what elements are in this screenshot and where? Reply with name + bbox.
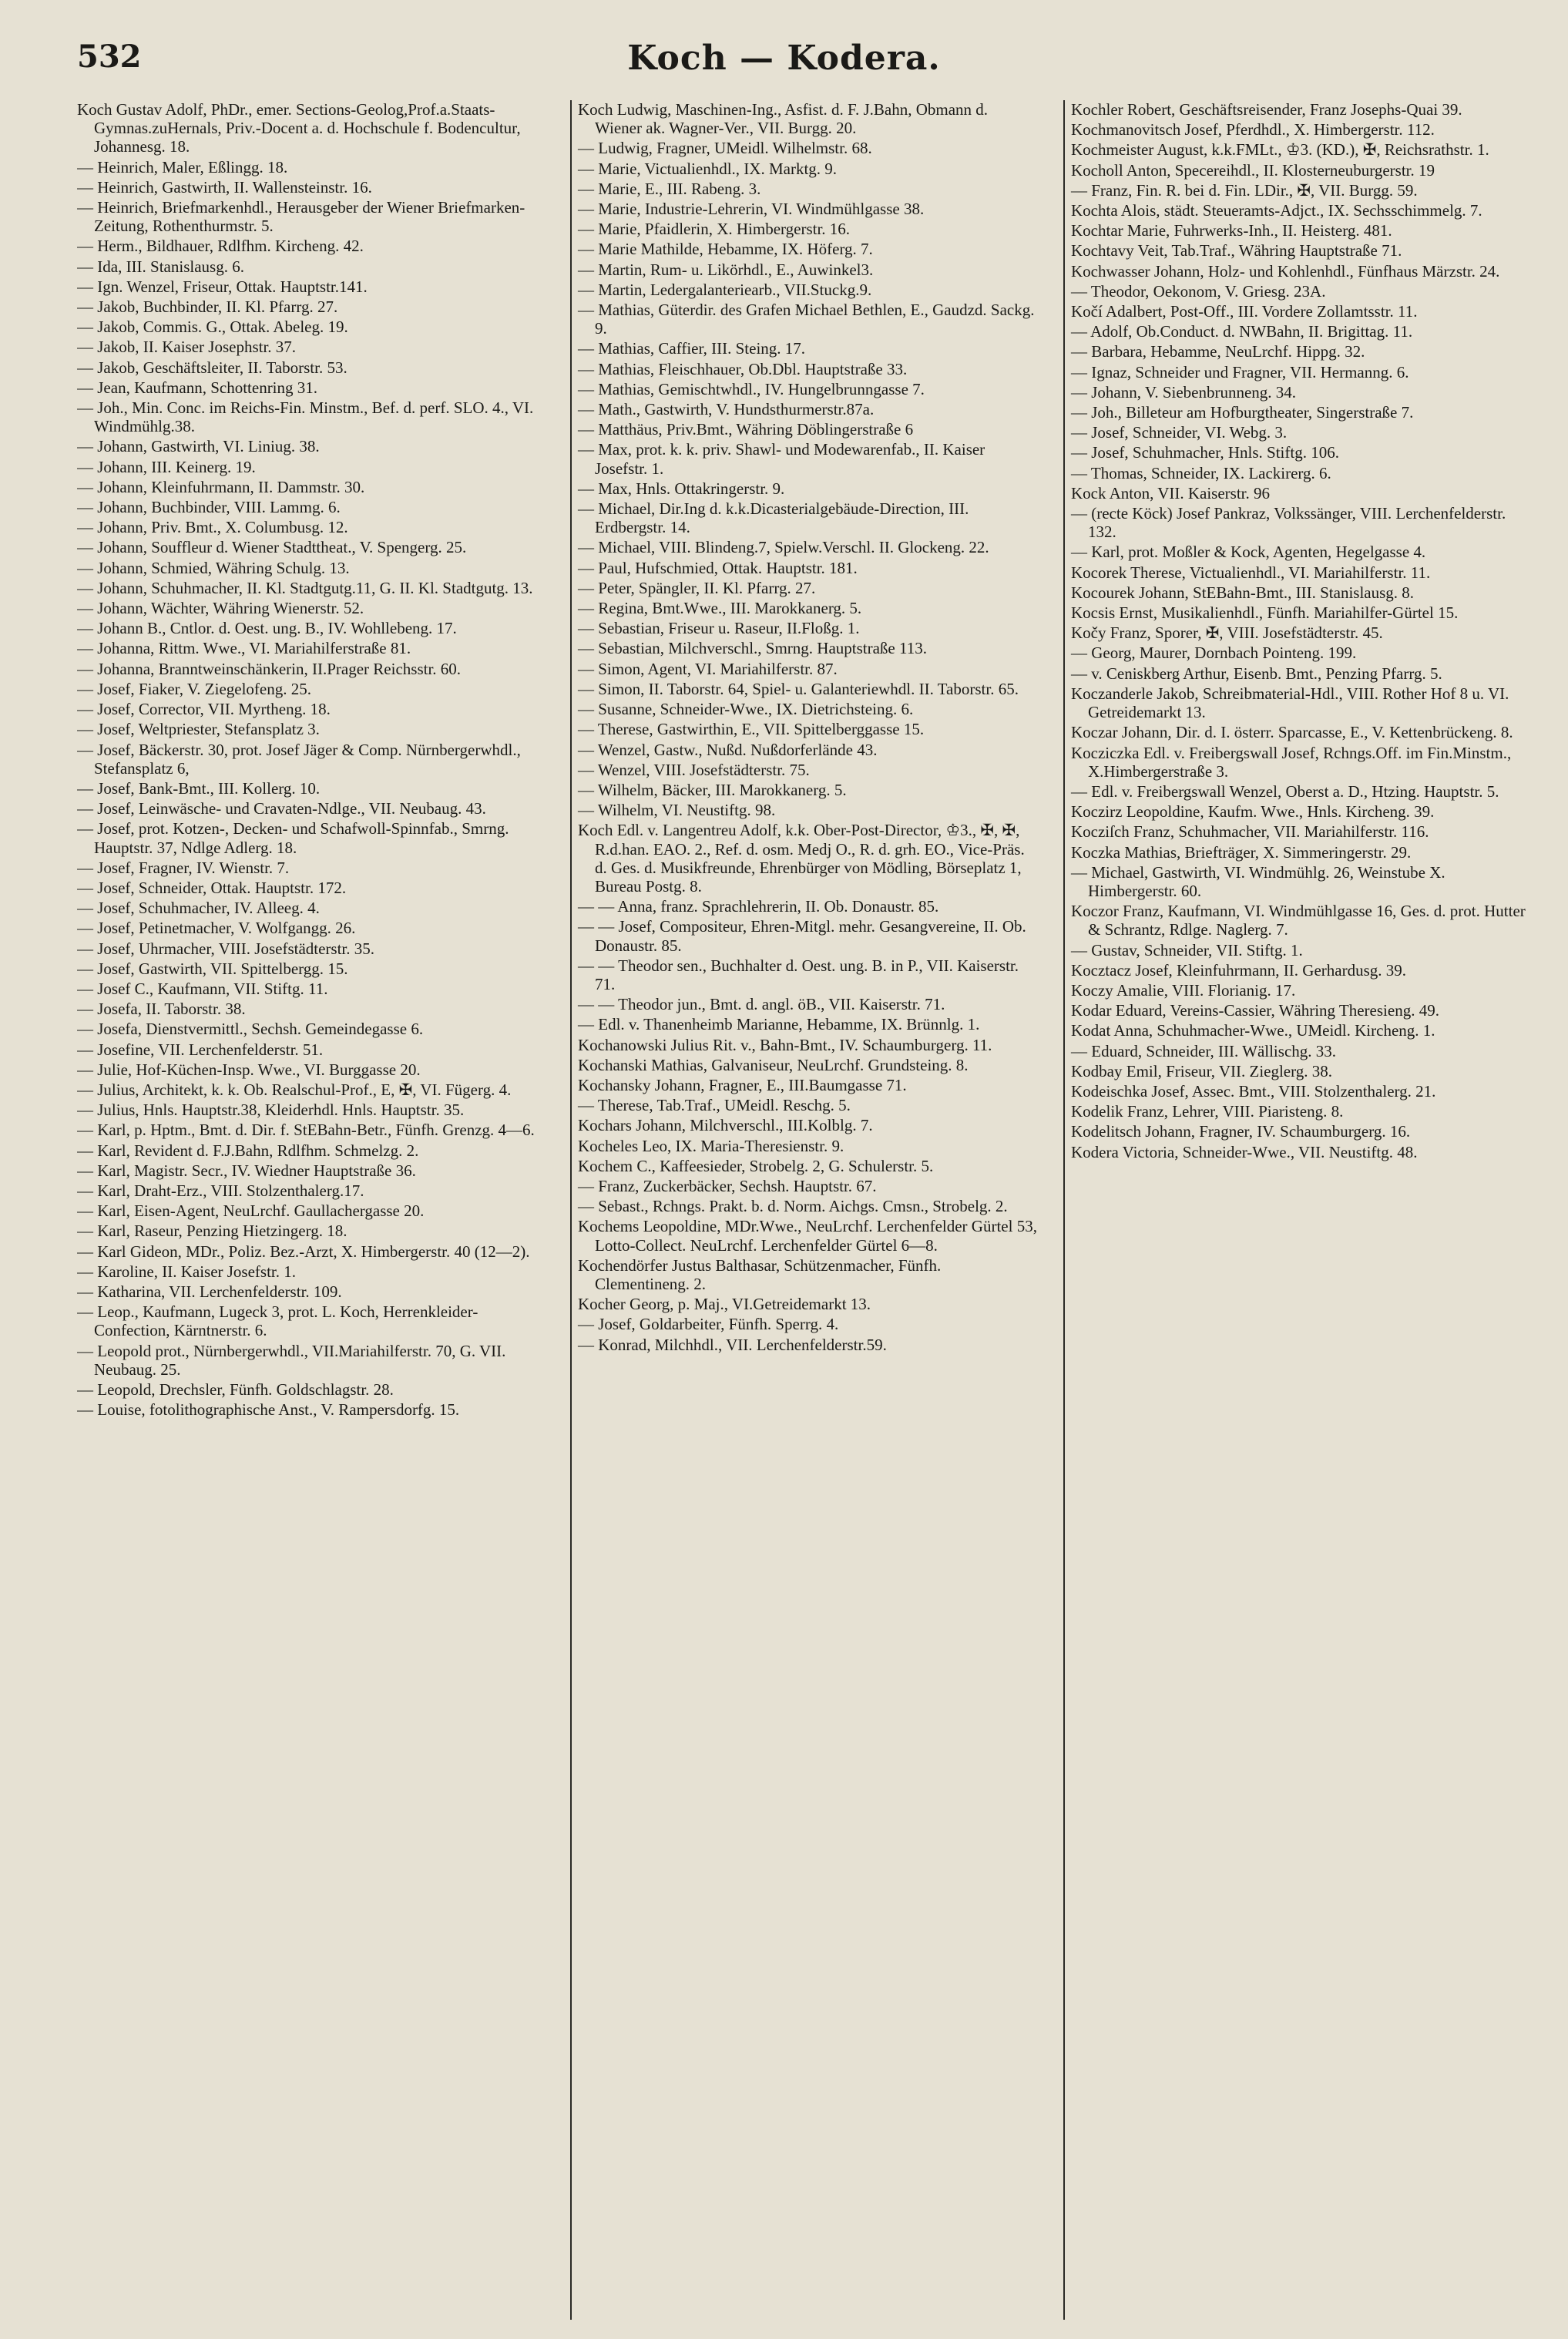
directory-entry: — Johann, Schmied, Währing Schulg. 13. bbox=[77, 558, 350, 577]
directory-entry: — (recte Köck) Josef Pankraz, Volkssänger, VIII. Lerchenfelderstr. 132. bbox=[1071, 504, 1506, 542]
directory-entry: Kodera Victoria, Schneider-Wwe., VII. Neustiftg. 48. bbox=[1071, 1142, 1418, 1161]
directory-entry: — Paul, Hufschmied, Ottak. Hauptstr. 181. bbox=[578, 558, 858, 577]
directory-entry: Kodelitsch Johann, Fragner, IV. Schaumburgerg. 16. bbox=[1071, 1122, 1411, 1141]
directory-entry: — Josef, Fiaker, V. Ziegelofeng. 25. bbox=[77, 679, 311, 698]
directory-entry: — Josef, Petinetmacher, V. Wolfgangg. 26. bbox=[77, 919, 356, 938]
directory-entry: — Josef, Weltpriester, Stefansplatz 3. bbox=[77, 720, 320, 739]
directory-entry: Kochtavy Veit, Tab.Traf., Währing Hauptstraße 71. bbox=[1071, 241, 1402, 260]
directory-entry: Kodelik Franz, Lehrer, VIII. Piaristeng. 8. bbox=[1071, 1102, 1344, 1121]
directory-entry: — Marie Mathilde, Hebamme, IX. Höferg. 7. bbox=[578, 240, 873, 259]
directory-entry: — Heinrich, Briefmarkenhdl., Herausgeber der Wiener Briefmarken-Zeitung, Rothenthurmstr. 5. bbox=[77, 198, 525, 236]
directory-entry: — Peter, Spängler, II. Kl. Pfarrg. 27. bbox=[578, 578, 816, 597]
directory-entry: — Marie, E., III. Rabeng. 3. bbox=[578, 179, 761, 198]
directory-entry: — Josefine, VII. Lerchenfelderstr. 51. bbox=[77, 1040, 324, 1059]
directory-entry: Koczor Franz, Kaufmann, VI. Windmühlgasse 16, Ges. d. prot. Hutter & Schrantz, Rdlge. Naglerg. 7. bbox=[1071, 902, 1526, 939]
directory-entry: — Karl, Magistr. Secr., IV. Wiedner Hauptstraße 36. bbox=[77, 1161, 416, 1180]
directory-entry: — Matthäus, Priv.Bmt., Währing Döblingerstraße 6 bbox=[578, 420, 914, 439]
directory-entry: — Jakob, Buchbinder, II. Kl. Pfarrg. 27. bbox=[77, 297, 338, 317]
directory-entry: — Jakob, II. Kaiser Josephstr. 37. bbox=[77, 338, 297, 357]
directory-entry: — Georg, Maurer, Dornbach Pointeng. 199. bbox=[1071, 644, 1357, 663]
directory-entry: — Sebast., Rchngs. Prakt. b. d. Norm. Aichgs. Cmsn., Strobelg. 2. bbox=[578, 1197, 1008, 1216]
directory-entry: — Karl, Draht-Erz., VIII. Stolzenthalerg.17. bbox=[77, 1181, 364, 1200]
directory-entry: — Eduard, Schneider, III. Wällischg. 33. bbox=[1071, 1041, 1337, 1060]
directory-entry: — Wenzel, VIII. Josefstädterstr. 75. bbox=[578, 760, 810, 779]
directory-entry: Kochansky Johann, Fragner, E., III.Baumgasse 71. bbox=[578, 1075, 907, 1094]
page-number: 532 bbox=[77, 39, 142, 75]
directory-entry: — Sebastian, Milchverschl., Smrng. Hauptstraße 113. bbox=[578, 639, 927, 658]
directory-entry: Kochanowski Julius Rit. v., Bahn-Bmt., IV. Schaumburgerg. 11. bbox=[578, 1035, 992, 1054]
directory-entry: — Wilhelm, Bäcker, III. Marokkanerg. 5. bbox=[578, 780, 847, 799]
directory-entry: — Johann, Buchbinder, VIII. Lammg. 6. bbox=[77, 498, 341, 517]
directory-entry: — Theodor, Oekonom, V. Griesg. 23A. bbox=[1071, 281, 1326, 301]
directory-entry: — Edl. v. Freibergswall Wenzel, Oberst a. D., Htzing. Hauptstr. 5. bbox=[1071, 781, 1499, 801]
directory-entry: — Josef, Leinwäsche- und Cravaten-Ndlge., VII. Neubaug. 43. bbox=[77, 799, 486, 818]
directory-entry: — Johann, Kleinfuhrmann, II. Dammstr. 30. bbox=[77, 477, 365, 496]
directory-entry: — Josefa, Dienstvermittl., Sechsh. Gemeindegasse 6. bbox=[77, 1020, 424, 1039]
directory-entry: — — Josef, Compositeur, Ehren-Mitgl. mehr. Gesangvereine, II. Ob. Donaustr. 85. bbox=[578, 917, 1026, 955]
directory-entry: — Edl. v. Thanenheimb Marianne, Hebamme, IX. Brünnlg. 1. bbox=[578, 1015, 980, 1034]
directory-entry: Kochanski Mathias, Galvaniseur, NeuLrchf. Grundsteing. 8. bbox=[578, 1055, 969, 1074]
directory-entry: Koczka Mathias, Briefträger, X. Simmeringerstr. 29. bbox=[1071, 842, 1412, 862]
directory-entry: Kocheles Leo, IX. Maria-Theresienstr. 9. bbox=[578, 1136, 844, 1155]
directory-entry: — Johanna, Rittm. Wwe., VI. Mariahilferstraße 81. bbox=[77, 639, 411, 658]
directory-entry: — Simon, II. Taborstr. 64, Spiel- u. Galanteriewhdl. II. Taborstr. 65. bbox=[578, 679, 1019, 698]
directory-entry: — Mathias, Gemischtwhdl., IV. Hungelbrunngasse 7. bbox=[578, 379, 925, 398]
directory-entry: — Johann, Schuhmacher, II. Kl. Stadtgutg.11, G. II. Kl. Stadtgutg. 13. bbox=[77, 578, 533, 597]
directory-entry: — Johann, V. Siebenbrunneng. 34. bbox=[1071, 382, 1297, 402]
directory-entry: — Karoline, II. Kaiser Josefstr. 1. bbox=[77, 1262, 297, 1281]
directory-entry: Koczy Amalie, VIII. Florianig. 17. bbox=[1071, 980, 1296, 1000]
directory-entry: — Johann, III. Keinerg. 19. bbox=[77, 457, 256, 476]
directory-entry: — Therese, Tab.Traf., UMeidl. Reschg. 5. bbox=[578, 1096, 851, 1115]
directory-entry: — Joh., Billeteur am Hofburgtheater, Singerstraße 7. bbox=[1071, 403, 1414, 422]
directory-entry: Koch Edl. v. Langentreu Adolf, k.k. Ober-Post-Director, ♔3., ✠, ✠, R.d.han. EAO. 2., Ref. d. osm. Medj O., R. d. grh. EO., Vice-Präs. d. Ges. d. Musikfreunde, Ehrenbürger von Mödling, Börseplatz 1, Bureau Postg. 8. bbox=[578, 821, 1025, 896]
directory-entry: — Josefa, II. Taborstr. 38. bbox=[77, 1000, 246, 1019]
directory-entry: — Josef, Schneider, VI. Webg. 3. bbox=[1071, 423, 1288, 442]
directory-entry: — Josef, Bäckerstr. 30, prot. Josef Jäger & Comp. Nürnbergerwhdl., Stefansplatz 6, bbox=[77, 740, 521, 778]
directory-entry: Kochwasser Johann, Holz- und Kohlenhdl., Fünfhaus Märzstr. 24. bbox=[1071, 261, 1500, 281]
directory-entry: — Karl, prot. Moßler & Kock, Agenten, Hegelgasse 4. bbox=[1071, 543, 1426, 562]
directory-entry: — Max, prot. k. k. priv. Shawl- und Modewarenfab., II. Kaiser Josefstr. 1. bbox=[578, 440, 985, 478]
directory-entry: — — Anna, franz. Sprachlehrerin, II. Ob. Donaustr. 85. bbox=[578, 897, 939, 916]
directory-entry: — Math., Gastwirth, V. Hundsthurmerstr.87a. bbox=[578, 400, 875, 419]
directory-entry: Kochler Robert, Geschäftsreisender, Franz Josephs-Quai 39. bbox=[1071, 100, 1462, 119]
directory-entry: — Josef, Schuhmacher, IV. Alleeg. 4. bbox=[77, 899, 320, 918]
directory-entry: — Josef, Corrector, VII. Myrtheng. 18. bbox=[77, 700, 331, 719]
directory-entry: — Marie, Pfaidlerin, X. Himbergerstr. 16. bbox=[578, 220, 851, 239]
directory-entry: — Johanna, Branntweinschänkerin, II.Prager Reichsstr. 60. bbox=[77, 659, 462, 678]
directory-entry: — Simon, Agent, VI. Mariahilferstr. 87. bbox=[578, 659, 838, 678]
directory-entry: — Konrad, Milchhdl., VII. Lerchenfelderstr.59. bbox=[578, 1335, 887, 1354]
directory-entry: — Josef, Goldarbeiter, Fünfh. Sperrg. 4. bbox=[578, 1315, 839, 1334]
directory-entry: Kocziczka Edl. v. Freibergswall Josef, Rchngs.Off. im Fin.Minstm., X.Himbergerstraße 3. bbox=[1071, 743, 1512, 781]
directory-entry: — Susanne, Schneider-Wwe., IX. Dietrichsteing. 6. bbox=[578, 700, 914, 719]
directory-entry: — Johann, Gastwirth, VI. Liniug. 38. bbox=[77, 437, 320, 456]
column-right bbox=[1063, 100, 1537, 2320]
directory-entry: Kocholl Anton, Specereihdl., II. Klosterneuburgerstr. 19 bbox=[1071, 160, 1435, 180]
directory-entry: — Therese, Gastwirthin, E., VII. Spittelberggasse 15. bbox=[578, 720, 925, 739]
directory-entry: — Julie, Hof-Küchen-Insp. Wwe., VI. Burggasse 20. bbox=[77, 1060, 421, 1079]
directory-entry: Koczar Johann, Dir. d. I. österr. Sparcasse, E., V. Kettenbrückeng. 8. bbox=[1071, 723, 1513, 742]
directory-entry: Koch Ludwig, Maschinen-Ing., Asfist. d. F. J.Bahn, Obmann d. Wiener ak. Wagner-Ver., VII. Burgg. 20. bbox=[578, 100, 989, 138]
directory-entry: — Josef, Gastwirth, VII. Spittelbergg. 15. bbox=[77, 959, 348, 978]
directory-entry: — Adolf, Ob.Conduct. d. NWBahn, II. Brigittag. 11. bbox=[1071, 322, 1413, 341]
directory-entry: — Ida, III. Stanislausg. 6. bbox=[77, 257, 244, 276]
directory-entry: Kochendörfer Justus Balthasar, Schützenmacher, Fünfh. Clementineng. 2. bbox=[578, 1255, 942, 1293]
directory-entry: — Barbara, Hebamme, NeuLrchf. Hippg. 32. bbox=[1071, 342, 1365, 361]
directory-entry: — — Theodor sen., Buchhalter d. Oest. ung. B. in P., VII. Kaiserstr. 71. bbox=[578, 956, 1019, 993]
directory-entry: Kocsis Ernst, Musikalienhdl., Fünfh. Mariahilfer-Gürtel 15. bbox=[1071, 603, 1459, 623]
directory-entry: — Josef, Bank-Bmt., III. Kollerg. 10. bbox=[77, 778, 321, 798]
directory-entry: — Joh., Min. Conc. im Reichs-Fin. Minstm., Bef. d. perf. SLO. 4., VI. Windmühlg.38. bbox=[77, 398, 534, 436]
directory-entry: Kochtar Marie, Fuhrwerks-Inh., II. Heisterg. 481. bbox=[1071, 221, 1392, 240]
directory-entry: — Ludwig, Fragner, UMeidl. Wilhelmstr. 68. bbox=[578, 139, 872, 158]
directory-entry: — Marie, Industrie-Lehrerin, VI. Windmühlgasse 38. bbox=[578, 200, 925, 219]
directory-entry: — Julius, Hnls. Hauptstr.38, Kleiderhdl. Hnls. Hauptstr. 35. bbox=[77, 1101, 465, 1120]
directory-entry: — Jakob, Geschäftsleiter, II. Taborstr. 53. bbox=[77, 358, 348, 377]
directory-entry: — Ignaz, Schneider und Fragner, VII. Hermanng. 6. bbox=[1071, 362, 1409, 381]
directory-entry: — Johann, Priv. Bmt., X. Columbusg. 12. bbox=[77, 518, 348, 537]
directory-entry: Kochmanovitsch Josef, Pferdhdl., X. Himbergerstr. 112. bbox=[1071, 120, 1435, 139]
directory-entry: Kocourek Johann, StEBahn-Bmt., III. Stanislausg. 8. bbox=[1071, 583, 1415, 602]
directory-entry: — Heinrich, Gastwirth, II. Wallensteinstr. 16. bbox=[77, 177, 372, 197]
directory-entry: — Michael, VIII. Blindeng.7, Spielw.Verschl. II. Glockeng. 22. bbox=[578, 538, 989, 557]
directory-entry: — Marie, Victualienhdl., IX. Marktg. 9. bbox=[578, 159, 838, 178]
directory-entry: — Jean, Kaufmann, Schottenring 31. bbox=[77, 378, 318, 397]
directory-entry: — Michael, Dir.Ing d. k.k.Dicasterialgebäude-Direction, III. Erdbergstr. 14. bbox=[578, 499, 969, 537]
directory-entry: — Jakob, Commis. G., Ottak. Abeleg. 19. bbox=[77, 318, 348, 337]
directory-entry: — Karl, Raseur, Penzing Hietzingerg. 18. bbox=[77, 1222, 348, 1241]
directory-entry: Kočí Adalbert, Post-Off., III. Vordere Zollamtsstr. 11. bbox=[1071, 302, 1418, 321]
directory-entry: — Josef, Fragner, IV. Wienstr. 7. bbox=[77, 858, 290, 877]
directory-entry: — Heinrich, Maler, Eßlingg. 18. bbox=[77, 157, 288, 176]
directory-entry: Kodar Eduard, Vereins-Cassier, Währing Theresieng. 49. bbox=[1071, 1001, 1439, 1020]
directory-entry: Kocztacz Josef, Kleinfuhrmann, II. Gerhardusg. 39. bbox=[1071, 960, 1407, 980]
page-header bbox=[0, 23, 1568, 100]
directory-entry: — Herm., Bildhauer, Rdlfhm. Kircheng. 42. bbox=[77, 237, 364, 256]
directory-entry: — — Theodor jun., Bmt. d. angl. öB., VII. Kaiserstr. 71. bbox=[578, 995, 945, 1014]
directory-entry: Kodbay Emil, Friseur, VII. Zieglerg. 38. bbox=[1071, 1061, 1332, 1080]
directory-entry: Koch Gustav Adolf, PhDr., emer. Sections-Geolog,Prof.a.Staats-Gymnas.zuHernals, Priv.-Docent a. d. Hochschule f. Bodencultur, Johannesg. 18. bbox=[77, 100, 521, 156]
directory-entry: — Leop., Kaufmann, Lugeck 3, prot. L. Koch, Herrenkleider-Confection, Kärntnerstr. 6. bbox=[77, 1302, 478, 1340]
directory-entry: — Josef C., Kaufmann, VII. Stiftg. 11. bbox=[77, 979, 328, 998]
directory-entry: — Karl, p. Hptm., Bmt. d. Dir. f. StEBahn-Betr., Fünfh. Grenzg. 4—6. bbox=[77, 1121, 535, 1140]
directory-entry: — Mathias, Güterdir. des Grafen Michael Bethlen, E., Gaudzd. Sackg. 9. bbox=[578, 301, 1035, 338]
directory-entry: — Ign. Wenzel, Friseur, Ottak. Hauptstr.141. bbox=[77, 277, 368, 296]
directory-entry: — Josef, Uhrmacher, VIII. Josefstädterstr. 35. bbox=[77, 939, 375, 958]
directory-entry: Kocziſch Franz, Schuhmacher, VII. Mariahilferstr. 116. bbox=[1071, 822, 1429, 842]
directory-entry: — v. Ceniskberg Arthur, Eisenb. Bmt., Penzing Pfarrg. 5. bbox=[1071, 664, 1442, 683]
directory-entry: — Josef, Schneider, Ottak. Hauptstr. 172. bbox=[77, 878, 347, 897]
directory-entry: Kochta Alois, städt. Steueramts-Adjct., IX. Sechsschimmelg. 7. bbox=[1071, 201, 1482, 220]
directory-entry: — Regina, Bmt.Wwe., III. Marokkanerg. 5. bbox=[578, 599, 862, 618]
directory-entry: — Martin, Ledergalanteriearb., VII.Stuckg.9. bbox=[578, 280, 872, 299]
directory-entry: — Josef, Schuhmacher, Hnls. Stiftg. 106. bbox=[1071, 443, 1339, 462]
directory-entry: — Leopold, Drechsler, Fünfh. Goldschlagstr. 28. bbox=[77, 1380, 394, 1399]
directory-entry: — Thomas, Schneider, IX. Lackirerg. 6. bbox=[1071, 463, 1331, 482]
directory-entry: Kočy Franz, Sporer, ✠, VIII. Josefstädterstr. 45. bbox=[1071, 623, 1383, 643]
directory-entry: Kocher Georg, p. Maj., VI.Getreidemarkt 13. bbox=[578, 1295, 871, 1314]
directory-entry: — Max, Hnls. Ottakringerstr. 9. bbox=[578, 479, 785, 498]
directory-entry: — Johann, Souffleur d. Wiener Stadttheat., V. Spengerg. 25. bbox=[77, 538, 467, 557]
directory-entry: Kodat Anna, Schuhmacher-Wwe., UMeidl. Kircheng. 1. bbox=[1071, 1021, 1435, 1040]
directory-entry: — Franz, Zuckerbäcker, Sechsh. Hauptstr. 67. bbox=[578, 1176, 877, 1195]
directory-entry: — Michael, Gastwirth, VI. Windmühlg. 26, Weinstube X. Himbergerstr. 60. bbox=[1071, 862, 1445, 900]
directory-entry: — Mathias, Caffier, III. Steing. 17. bbox=[578, 339, 806, 358]
directory-entry: — Josef, prot. Kotzen-, Decken- und Schafwoll-Spinnfab., Smrng. Hauptstr. 37, Ndlge Adlerg. 18. bbox=[77, 819, 509, 857]
directory-entry: — Johann B., Cntlor. d. Oest. ung. B., IV. Wohllebeng. 17. bbox=[77, 619, 457, 638]
directory-entry: — Wenzel, Gastw., Nußd. Nußdorferlände 43. bbox=[578, 740, 878, 759]
directory-entry: — Mathias, Fleischhauer, Ob.Dbl. Hauptstraße 33. bbox=[578, 359, 908, 378]
directory-entry: — Gustav, Schneider, VII. Stiftg. 1. bbox=[1071, 940, 1303, 959]
directory-entry: Kocorek Therese, Victualienhdl., VI. Mariahilferstr. 11. bbox=[1071, 563, 1431, 582]
column-middle bbox=[570, 100, 1044, 2320]
directory-entry: Kochem C., Kaffeesieder, Strobelg. 2, G. Schulerstr. 5. bbox=[578, 1156, 934, 1175]
directory-entry: Kock Anton, VII. Kaiserstr. 96 bbox=[1071, 483, 1270, 502]
directory-entry: — Leopold prot., Nürnbergerwhdl., VII.Mariahilferstr. 70, G. VII. Neubaug. 25. bbox=[77, 1341, 506, 1379]
directory-entry: — Karl Gideon, MDr., Poliz. Bez.-Arzt, X. Himbergerstr. 40 (12—2). bbox=[77, 1242, 530, 1261]
directory-entry: — Karl, Revident d. F.J.Bahn, Rdlfhm. Schmelzg. 2. bbox=[77, 1141, 419, 1160]
directory-entry: — Karl, Eisen-Agent, NeuLrchf. Gaullachergasse 20. bbox=[77, 1201, 425, 1221]
directory-entry: Koczanderle Jakob, Schreibmaterial-Hdl., VIII. Rother Hof 8 u. VI. Getreidemarkt 13. bbox=[1071, 684, 1509, 722]
directory-entry: Kochmeister August, k.k.FMLt., ♔3. (KD.), ✠, Reichsrathstr. 1. bbox=[1071, 140, 1489, 160]
directory-entry: — Julius, Architekt, k. k. Ob. Realschul-Prof., E, ✠, VI. Fügerg. 4. bbox=[77, 1080, 512, 1099]
directory-entry: Koczirz Leopoldine, Kaufm. Wwe., Hnls. Kircheng. 39. bbox=[1071, 802, 1435, 822]
directory-entry: Kochars Johann, Milchverschl., III.Kolblg. 7. bbox=[578, 1116, 873, 1135]
directory-entry: — Katharina, VII. Lerchenfelderstr. 109. bbox=[77, 1282, 342, 1301]
running-title: Koch — Kodera. bbox=[627, 39, 941, 78]
column-left bbox=[77, 100, 551, 2320]
directory-entry: — Johann, Wächter, Währing Wienerstr. 52. bbox=[77, 599, 364, 618]
directory-entry: — Franz, Fin. R. bei d. Fin. LDir., ✠, VII. Burgg. 59. bbox=[1071, 180, 1418, 200]
directory-entry: — Sebastian, Friseur u. Raseur, II.Floßg. 1. bbox=[578, 619, 860, 638]
directory-entry: — Louise, fotolithographische Anst., V. Rampersdorfg. 15. bbox=[77, 1400, 460, 1420]
directory-entry: Kodeischka Josef, Assec. Bmt., VIII. Stolzenthalerg. 21. bbox=[1071, 1081, 1436, 1101]
directory-entry: Kochems Leopoldine, MDr.Wwe., NeuLrchf. Lerchenfelder Gürtel 53, Lotto-Collect. NeuLrchf. Lerchenfelder Gürtel 6—8. bbox=[578, 1217, 1037, 1255]
directory-columns bbox=[77, 100, 1553, 2320]
directory-entry: — Wilhelm, VI. Neustiftg. 98. bbox=[578, 801, 776, 820]
directory-entry: — Martin, Rum- u. Likörhdl., E., Auwinkel3. bbox=[578, 260, 874, 279]
